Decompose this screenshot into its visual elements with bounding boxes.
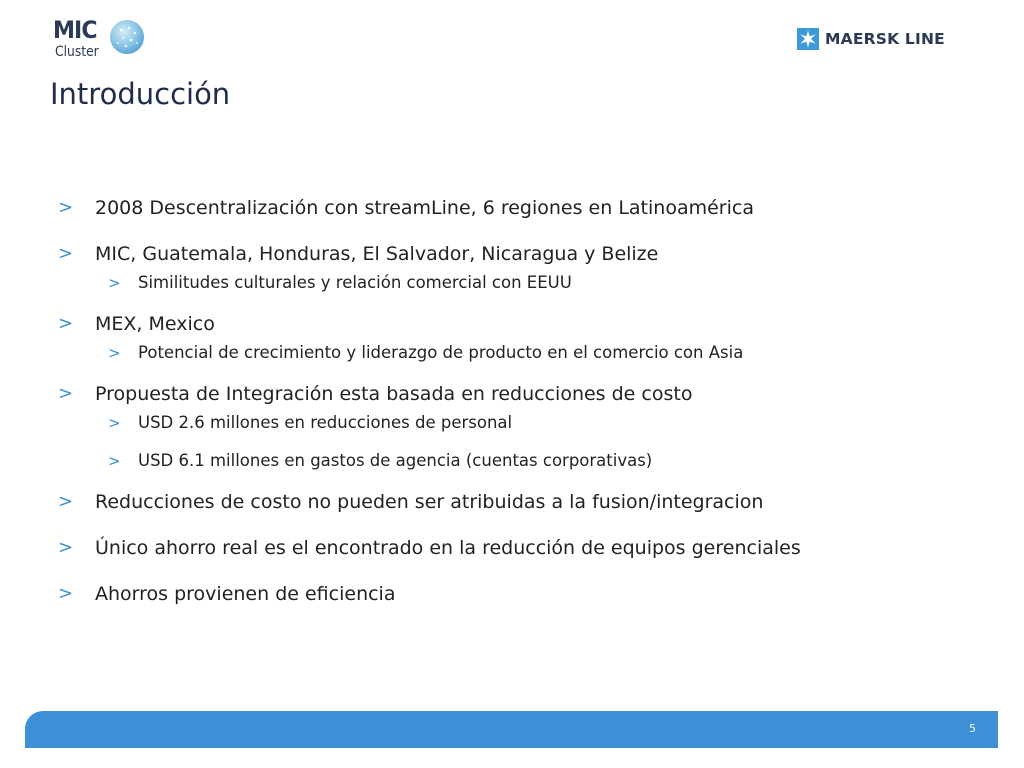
bullet-item [58,582,988,606]
bullet-item [58,536,988,560]
bullet-text: MEX, Mexico [95,313,215,335]
chevron-right-icon: > [58,197,74,218]
globe-icon [109,19,145,55]
mic-logo-text: MIC [53,16,97,44]
bullet-item [58,312,988,336]
bullet-text: MIC, Guatemala, Honduras, El Salvador, Nicaragua y Belize [95,243,659,265]
mic-cluster-logo [53,18,148,64]
sub-bullet-text: Potencial de crecimiento y liderazgo de producto en el comercio con Asia [138,343,744,362]
bullet-item [58,242,988,266]
sub-bullet-item [58,342,988,364]
chevron-right-icon: > [58,243,74,264]
maersk-line-logo [797,28,945,50]
chevron-right-icon: > [58,537,74,558]
bullet-item [58,490,988,514]
sub-bullet-item [58,412,988,434]
sub-bullet-text: USD 2.6 millones en reducciones de personal [138,413,513,432]
sub-bullet-text: USD 6.1 millones en gastos de agencia (cuentas corporativas) [138,451,653,470]
bullet-text: 2008 Descentralización con streamLine, 6 regiones en Latinoamérica [95,197,754,219]
chevron-right-icon: > [58,491,74,512]
bullet-text: Reducciones de costo no pueden ser atribuidas a la fusion/integracion [95,491,764,513]
bullet-text: Único ahorro real es el encontrado en la reducción de equipos gerenciales [95,537,801,559]
sub-bullet-item [58,450,988,472]
bullet-item [58,196,988,220]
bullet-text: Propuesta de Integración esta basada en reducciones de costo [95,383,693,405]
bullet-item [58,382,988,406]
sub-bullet-item [58,272,988,294]
sub-bullet-text: Similitudes culturales y relación comercial con EEUU [138,273,572,292]
chevron-right-icon: > [58,383,74,404]
page-title: Introducción [50,77,231,111]
chevron-right-icon: > [58,583,74,604]
bullet-list [58,196,988,628]
star-icon [797,28,819,50]
chevron-right-icon: > [108,274,121,292]
maersk-line-text: MAERSK LINE [825,30,945,48]
chevron-right-icon: > [108,344,121,362]
footer-bar [25,711,998,748]
chevron-right-icon: > [108,452,121,470]
cluster-logo-text: Cluster [55,44,99,60]
bullet-text: Ahorros provienen de eficiencia [95,583,396,605]
page-number: 5 [969,722,976,735]
chevron-right-icon: > [108,414,121,432]
chevron-right-icon: > [58,313,74,334]
